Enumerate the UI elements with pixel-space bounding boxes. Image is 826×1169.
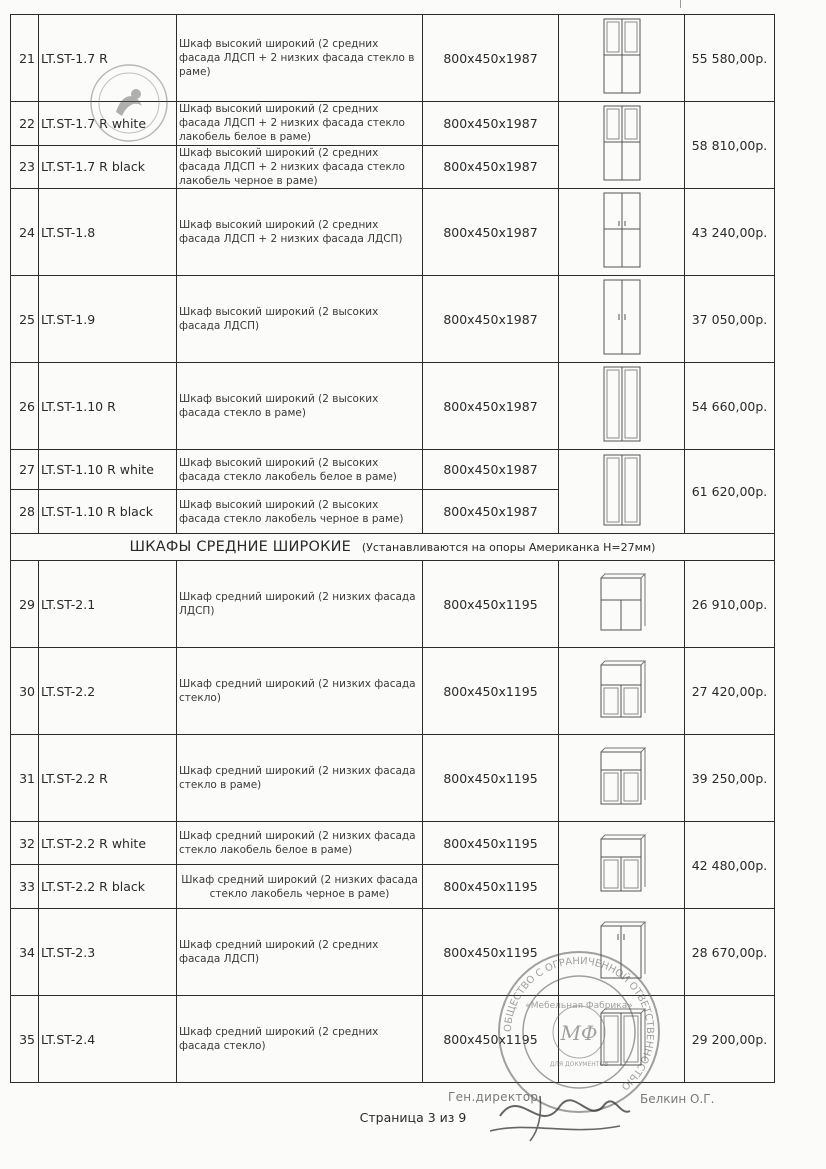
row-number: 21 xyxy=(11,15,39,102)
product-size: 800x450x1987 xyxy=(423,15,559,102)
product-size: 800x450x1195 xyxy=(423,996,559,1083)
product-code: LT.ST-1.7 R black xyxy=(39,145,177,189)
product-description: Шкаф средний широкий (2 низких фасада стекло лакобель белое в раме) xyxy=(177,822,423,865)
cabinet-tall-ldsp-icon xyxy=(559,276,685,363)
product-code: LT.ST-2.4 xyxy=(39,996,177,1083)
product-size: 800x450x1195 xyxy=(423,561,559,648)
signature-label: Ген.директор xyxy=(448,1090,539,1104)
product-description: Шкаф средний широкий (2 средних фасада ЛДСП) xyxy=(177,909,423,996)
product-price: 55 580,00р. xyxy=(685,15,775,102)
product-price: 42 480,00р. xyxy=(685,822,775,909)
row-number: 30 xyxy=(11,648,39,735)
product-description: Шкаф высокий широкий (2 средних фасада ЛДСП + 2 низких фасада стекло лакобель белое в раме) xyxy=(177,102,423,146)
product-price: 58 810,00р. xyxy=(685,102,775,189)
product-code: LT.ST-1.10 R xyxy=(39,363,177,450)
product-size: 800x450x1987 xyxy=(423,363,559,450)
stamp-ring-text: ОБЩЕСТВО С ОГРАНИЧЕННОЙ ОТВЕТСТВЕННОСТЬЮ xyxy=(502,955,656,1092)
row-number: 33 xyxy=(11,865,39,909)
row-number: 29 xyxy=(11,561,39,648)
cabinet-mid-icon xyxy=(559,822,685,909)
row-number: 23 xyxy=(11,145,39,189)
product-code: LT.ST-2.1 xyxy=(39,561,177,648)
row-number: 27 xyxy=(11,450,39,490)
section-title: ШКАФЫ СРЕДНИЕ ШИРОКИЕ xyxy=(129,539,352,555)
price-table xyxy=(10,14,775,1083)
table-row xyxy=(11,822,775,865)
product-description: Шкаф средний широкий (2 низких фасада стекло) xyxy=(177,648,423,735)
cabinet-tall-glass-icon xyxy=(559,15,685,102)
product-size: 800x450x1987 xyxy=(423,490,559,534)
product-price: 43 240,00р. xyxy=(685,189,775,276)
page-footer: Страница 3 из 9 xyxy=(359,1110,467,1125)
row-number: 32 xyxy=(11,822,39,865)
stamp-icon xyxy=(88,62,170,144)
product-price: 28 670,00р. xyxy=(685,909,775,996)
table-row xyxy=(11,363,775,450)
product-code: LT.ST-2.3 xyxy=(39,909,177,996)
product-size: 800x450x1987 xyxy=(423,450,559,490)
cabinet-mid-icon xyxy=(559,561,685,648)
product-description: Шкаф средний широкий (2 низких фасада ЛДСП) xyxy=(177,561,423,648)
row-number: 25 xyxy=(11,276,39,363)
row-number: 28 xyxy=(11,490,39,534)
product-code: LT.ST-1.9 xyxy=(39,276,177,363)
product-code: LT.ST-2.2 R xyxy=(39,735,177,822)
product-price: 29 200,00р. xyxy=(685,996,775,1083)
table-row xyxy=(11,276,775,363)
table-row xyxy=(11,735,775,822)
product-description: Шкаф высокий широкий (2 высоких фасада стекло в раме) xyxy=(177,363,423,450)
product-size: 800x450x1195 xyxy=(423,735,559,822)
product-code: LT.ST-1.7 R xyxy=(39,15,177,102)
product-description: Шкаф средний широкий (2 низких фасада стекло в раме) xyxy=(177,735,423,822)
product-description: Шкаф высокий широкий (2 средних фасада ЛДСП + 2 низких фасада стекло лакобель черное в раме) xyxy=(177,145,423,189)
product-size: 800x450x1195 xyxy=(423,865,559,909)
product-description: Шкаф высокий широкий (2 средних фасада ЛДСП + 2 низких фасада ЛДСП) xyxy=(177,189,423,276)
product-code: LT.ST-2.2 R black xyxy=(39,865,177,909)
row-number: 22 xyxy=(11,102,39,146)
page-edge-mark xyxy=(680,0,681,8)
product-size: 800x450x1195 xyxy=(423,822,559,865)
product-description: Шкаф высокий широкий (2 высоких фасада стекло лакобель белое в раме) xyxy=(177,450,423,490)
product-code: LT.ST-2.2 R white xyxy=(39,822,177,865)
row-number: 34 xyxy=(11,909,39,996)
row-number: 26 xyxy=(11,363,39,450)
product-size: 800x450x1987 xyxy=(423,102,559,146)
product-description: Шкаф средний широкий (2 низких фасада стекло лакобель черное в раме) xyxy=(177,865,423,909)
cabinet-mid-icon xyxy=(559,648,685,735)
product-size: 800x450x1195 xyxy=(423,648,559,735)
product-price: 54 660,00р. xyxy=(685,363,775,450)
product-price: 27 420,00р. xyxy=(685,648,775,735)
product-size: 800x450x1195 xyxy=(423,909,559,996)
row-number: 35 xyxy=(11,996,39,1083)
product-code: LT.ST-1.8 xyxy=(39,189,177,276)
row-number: 24 xyxy=(11,189,39,276)
table-row xyxy=(11,189,775,276)
cabinet-tall-glass-icon xyxy=(559,363,685,450)
product-size: 800x450x1987 xyxy=(423,145,559,189)
cabinet-tall-glass-icon xyxy=(559,102,685,189)
cabinet-tall-glass-icon xyxy=(559,450,685,534)
product-price: 61 620,00р. xyxy=(685,450,775,534)
product-size: 800x450x1987 xyxy=(423,276,559,363)
table-row xyxy=(11,648,775,735)
product-code: LT.ST-1.7 R white xyxy=(39,102,177,146)
product-code: LT.ST-1.10 R white xyxy=(39,450,177,490)
product-price: 37 050,00р. xyxy=(685,276,775,363)
cabinet-tall-ldsp-icon xyxy=(559,189,685,276)
section-header-row xyxy=(11,534,775,561)
product-price: 26 910,00р. xyxy=(685,561,775,648)
product-price: 39 250,00р. xyxy=(685,735,775,822)
stamp-monogram: МФ xyxy=(560,1021,598,1045)
stamp-inner-text: ДЛЯ ДОКУМЕНТОВ xyxy=(549,1061,609,1068)
cabinet-mid-icon xyxy=(559,735,685,822)
row-number: 31 xyxy=(11,735,39,822)
signature-name: Белкин О.Г. xyxy=(640,1092,715,1106)
product-code: LT.ST-2.2 xyxy=(39,648,177,735)
product-description: Шкаф высокий широкий (2 средних фасада ЛДСП + 2 низких фасада стекло в раме) xyxy=(177,15,423,102)
table-row xyxy=(11,561,775,648)
product-description: Шкаф высокий широкий (2 высоких фасада стекло лакобель черное в раме) xyxy=(177,490,423,534)
product-code: LT.ST-1.10 R black xyxy=(39,490,177,534)
section-header xyxy=(11,534,775,561)
product-description: Шкаф средний широкий (2 средних фасада стекло) xyxy=(177,996,423,1083)
product-size: 800x450x1987 xyxy=(423,189,559,276)
section-note: (Устанавливаются на опоры Американка H=27мм) xyxy=(361,541,656,554)
product-description: Шкаф высокий широкий (2 высоких фасада ЛДСП) xyxy=(177,276,423,363)
stamp-center-text: «Мебельная Фабрика» xyxy=(525,1001,633,1011)
table-row xyxy=(11,450,775,490)
